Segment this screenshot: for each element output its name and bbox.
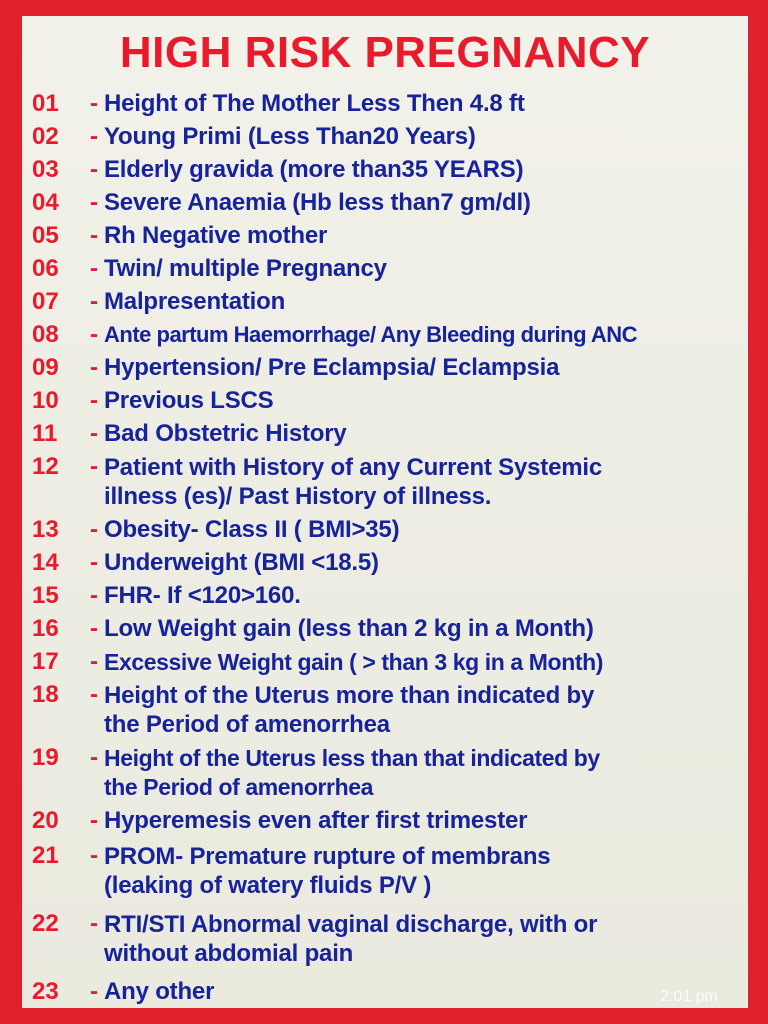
list-item — [32, 516, 748, 544]
item-dash: - — [90, 222, 98, 249]
item-text: Hyperemesis even after first trimester — [104, 807, 528, 834]
list-item — [32, 90, 748, 118]
item-text — [104, 744, 600, 802]
item-dash: - — [90, 648, 98, 675]
item-number: 20 — [32, 807, 59, 834]
list-item — [32, 288, 748, 316]
item-number: 08 — [32, 321, 59, 348]
item-number: 06 — [32, 255, 59, 282]
item-number: 19 — [32, 744, 59, 771]
item-dash: - — [90, 387, 98, 414]
item-dash: - — [90, 189, 98, 216]
list-item — [32, 549, 748, 577]
item-text — [104, 842, 550, 900]
item-dash: - — [90, 90, 98, 117]
item-text-line-2: illness (es)/ Past History of illness. — [104, 483, 492, 510]
list-item — [32, 255, 748, 283]
item-number: 04 — [32, 189, 59, 216]
item-dash: - — [90, 910, 98, 937]
item-text: Ante partum Haemorrhage/ Any Bleeding during ANC — [104, 322, 637, 347]
item-text: Hypertension/ Pre Eclampsia/ Eclampsia — [104, 354, 560, 381]
list-item — [32, 123, 748, 151]
item-text-line-1: Height of the Uterus more than indicated by — [104, 682, 595, 709]
item-text: Low Weight gain (less than 2 kg in a Month) — [104, 615, 594, 642]
item-text: FHR- If <120>160. — [104, 582, 301, 609]
item-text: Height of The Mother Less Then 4.8 ft — [104, 90, 525, 117]
item-number: 10 — [32, 387, 59, 414]
item-number: 13 — [32, 516, 59, 543]
item-dash: - — [90, 744, 98, 771]
item-text: Elderly gravida (more than35 YEARS) — [104, 156, 524, 183]
list-item — [32, 222, 748, 250]
item-text-line-2: (leaking of watery fluids P/V ) — [104, 872, 432, 899]
item-text: Rh Negative mother — [104, 222, 328, 249]
item-text: Severe Anaemia (Hb less than7 gm/dl) — [104, 189, 531, 216]
list-item — [32, 648, 748, 676]
item-text — [104, 910, 597, 968]
list-item — [32, 681, 748, 739]
list-item — [32, 615, 748, 643]
list-item — [32, 387, 748, 415]
list-item — [32, 420, 748, 448]
item-number: 14 — [32, 549, 59, 576]
item-dash: - — [90, 420, 98, 447]
item-text-line-1: PROM- Premature rupture of membrans — [104, 843, 551, 870]
item-dash: - — [90, 255, 98, 282]
item-number: 02 — [32, 123, 59, 150]
item-dash: - — [90, 582, 98, 609]
list-item — [32, 807, 748, 835]
item-dash: - — [90, 354, 98, 381]
list-item — [32, 744, 748, 802]
item-number: 05 — [32, 222, 59, 249]
item-number: 01 — [32, 90, 59, 117]
item-text: Obesity- Class II ( BMI>35) — [104, 516, 400, 543]
list-item — [32, 189, 748, 217]
item-number: 16 — [32, 615, 59, 642]
poster-title: HIGH RISK PREGNANCY — [119, 28, 651, 77]
item-text-line-1: Patient with History of any Current Systemic — [104, 454, 602, 481]
item-text: Underweight (BMI <18.5) — [104, 549, 379, 576]
item-dash: - — [90, 288, 98, 315]
item-text: Young Primi (Less Than20 Years) — [104, 123, 476, 150]
list-item — [32, 156, 748, 184]
item-text: Twin/ multiple Pregnancy — [104, 255, 387, 282]
item-text: Bad Obstetric History — [104, 420, 347, 447]
poster-board — [22, 16, 748, 1008]
item-text-line-1: Height of the Uterus less than that indicated by — [104, 745, 600, 771]
item-number: 21 — [32, 842, 59, 869]
list-item — [32, 910, 748, 968]
item-dash: - — [90, 807, 98, 834]
list-item — [32, 453, 748, 511]
item-number: 17 — [32, 648, 59, 675]
item-dash: - — [90, 842, 98, 869]
item-dash: - — [90, 549, 98, 576]
item-dash: - — [90, 123, 98, 150]
item-number: 07 — [32, 288, 59, 315]
item-dash: - — [90, 156, 98, 183]
item-text-line-2: the Period of amenorrhea — [104, 711, 390, 738]
item-dash: - — [90, 453, 98, 480]
item-number: 11 — [32, 420, 58, 447]
item-text — [104, 681, 594, 739]
item-text: Previous LSCS — [104, 387, 274, 414]
item-text-line-2: the Period of amenorrhea — [104, 774, 374, 800]
item-text-line-2: without abdomial pain — [104, 940, 354, 967]
item-number: 23 — [32, 978, 59, 1005]
item-dash: - — [90, 321, 98, 348]
list-item — [32, 354, 748, 382]
item-number: 03 — [32, 156, 59, 183]
item-text: Excessive Weight gain ( > than 3 kg in a Month) — [104, 649, 604, 675]
item-number: 09 — [32, 354, 59, 381]
item-dash: - — [90, 978, 98, 1005]
item-dash: - — [90, 615, 98, 642]
list-item — [32, 321, 748, 349]
item-number: 15 — [32, 582, 59, 609]
item-number: 12 — [32, 453, 59, 480]
item-text — [104, 453, 602, 511]
item-dash: - — [90, 681, 98, 708]
item-text-line-1: RTI/STI Abnormal vaginal discharge, with or — [104, 911, 598, 938]
item-number: 18 — [32, 681, 59, 708]
list-item — [32, 978, 748, 1006]
item-text: Any other — [104, 978, 215, 1005]
item-text: Malpresentation — [104, 288, 286, 315]
photo-timestamp: 2:01 pm — [660, 988, 718, 1005]
list-item — [32, 842, 748, 900]
item-number: 22 — [32, 910, 59, 937]
item-dash: - — [90, 516, 98, 543]
list-item — [32, 582, 748, 610]
